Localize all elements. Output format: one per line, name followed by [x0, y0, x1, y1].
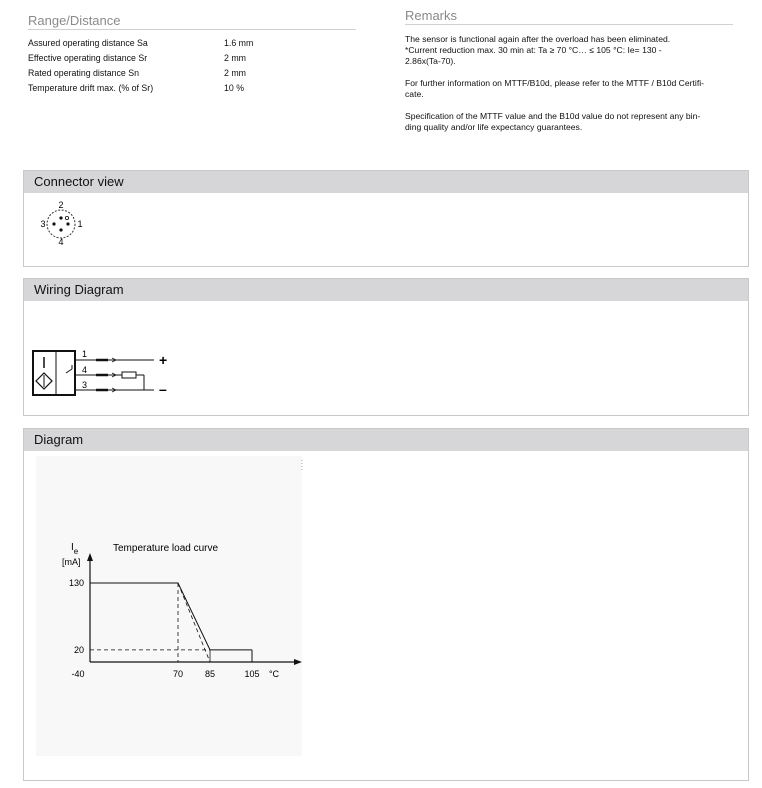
x-axis-unit-label: °C — [268, 669, 280, 679]
remarks-line: ding quality and/or life expectancy guarantees. — [405, 122, 583, 132]
remarks-line: The sensor is functional again after the overload has been eliminated. — [405, 34, 671, 44]
wire-pin-1: 1 — [82, 349, 88, 359]
wiring-schematic — [30, 309, 180, 399]
y-axis-label: $I_e$ — [71, 542, 79, 556]
spec-value: 10 % — [224, 83, 245, 93]
remarks-paragraph — [405, 78, 730, 100]
x-tick-label: 85 — [204, 669, 216, 679]
connector-view-panel — [23, 170, 749, 267]
remarks-paragraph — [405, 34, 730, 67]
remarks-line: Specification of the MTTF value and the B10d value do not represent any bin- — [405, 111, 701, 121]
minus-terminal-label: – — [159, 381, 167, 397]
remarks-rule — [405, 24, 733, 25]
y-tick-label: 20 — [73, 644, 84, 655]
diagram-panel — [23, 428, 749, 781]
remarks-line: For further information on MTTF/B10d, please refer to the MTTF / B10d Certifi- — [405, 78, 704, 88]
remarks-line: 2.86x(Ta-70). — [405, 56, 456, 66]
wire-pin-3: 3 — [82, 380, 88, 390]
remarks-text — [405, 34, 730, 144]
remarks-paragraph — [405, 111, 730, 133]
remarks-title: Remarks — [405, 8, 458, 23]
y-axis-unit: [mA] — [62, 557, 81, 567]
diagram-title: Diagram — [24, 429, 748, 451]
pin-label-left: 3 — [40, 219, 46, 229]
wiring-diagram-title: Wiring Diagram — [24, 279, 748, 301]
spec-label: Rated operating distance Sn — [28, 68, 140, 78]
temperature-load-chart — [36, 456, 336, 756]
spec-value: 1.6 mm — [224, 38, 254, 48]
remarks-line: *Current reduction max. 30 min at: Ta ≥ 70 °C… ≤ 105 °C: Ie= 130 - — [405, 45, 662, 55]
spec-label: Effective operating distance Sr — [28, 53, 148, 63]
spec-value: 2 mm — [224, 68, 246, 78]
connector-view-title: Connector view — [24, 171, 748, 193]
spec-label: Assured operating distance Sa — [28, 38, 148, 48]
plus-terminal-label: + — [159, 352, 168, 368]
pin-label-bottom: 4 — [58, 237, 64, 247]
y-tick-label: 130 — [68, 578, 84, 588]
spec-value: 2 mm — [224, 53, 246, 63]
remarks-line: cate. — [405, 89, 424, 99]
chart-title: Temperature load curve — [113, 543, 219, 554]
wiring-diagram-panel — [23, 278, 749, 416]
x-tick-label: 105 — [244, 669, 260, 679]
x-tick-label: 70 — [172, 669, 184, 679]
pin-label-right: 1 — [77, 219, 83, 229]
pin-label-top: 2 — [58, 200, 64, 210]
wire-pin-4: 4 — [82, 365, 88, 375]
spec-label: Temperature drift max. (% of Sr) — [28, 83, 154, 93]
range-distance-title: Range/Distance — [28, 13, 121, 28]
x-tick-label: -40 — [71, 669, 85, 679]
range-distance-rule — [28, 29, 356, 30]
connector-pinout-icon — [30, 198, 110, 258]
